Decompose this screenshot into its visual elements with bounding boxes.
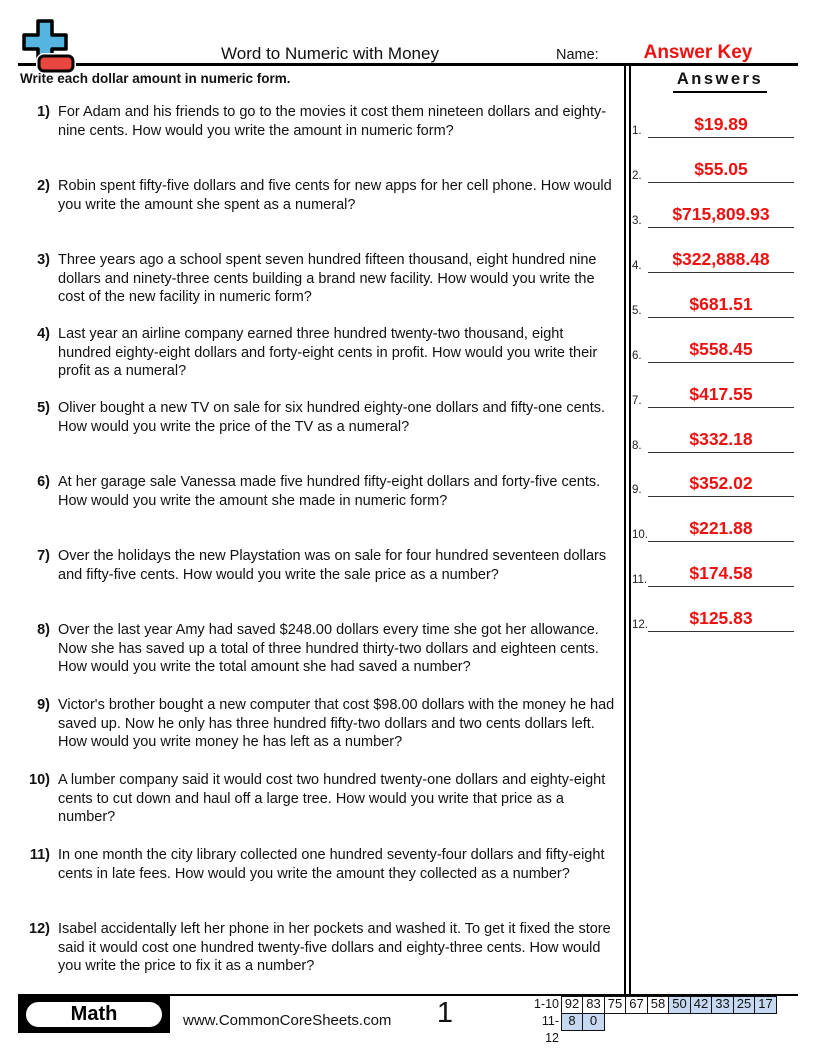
answer-value: $715,809.93 [672, 204, 770, 224]
question-item-2 [20, 177, 620, 214]
answer-item-2 [630, 147, 798, 183]
answer-value: $322,888.48 [672, 249, 770, 269]
question-text: Last year an airline company earned three hundred twenty-two thousand, eight hundred eighty-eight dollars and forty-eight cents in profit. How would you write their profit as a numeral? [58, 326, 598, 379]
answer-value: $174.58 [689, 563, 753, 583]
question-item-5 [20, 399, 620, 436]
name-label: Name: [556, 47, 599, 63]
answer-number: 10. [632, 529, 648, 541]
score-cell: 8 [561, 1013, 584, 1031]
answer-item-8 [630, 417, 798, 453]
answer-value: $125.83 [689, 608, 753, 628]
worksheet-title: Word to Numeric with Money [221, 44, 439, 63]
answer-item-5 [630, 282, 798, 318]
answers-header-wrap [636, 70, 804, 93]
answer-number: 12. [632, 619, 648, 631]
question-text: For Adam and his friends to go to the movies it cost them nineteen dollars and eighty-nine cents. How would you write the amount in numeric form? [58, 104, 607, 139]
commoncoresheets-plus-minus-logo [16, 18, 78, 74]
answer-value: $558.45 [689, 339, 753, 359]
header-rule [18, 63, 798, 66]
answer-blank-line [648, 541, 794, 542]
question-number: 3) [37, 252, 50, 268]
question-text: A lumber company said it would cost two hundred twenty-one dollars and eighty-eight cents to cut down and haul off a large tree. How would you write that price as a number? [58, 772, 606, 825]
score-cell: 0 [582, 1013, 605, 1031]
question-item-4 [20, 325, 620, 381]
question-text: Isabel accidentally left her phone in her pockets and washed it. To get it fixed the store said it would cost one hundred twenty-five dollars and eighty-three cents. How would you write the price to fix it as a number? [58, 921, 611, 974]
answer-number: 7. [632, 395, 642, 407]
answer-item-6 [630, 327, 798, 363]
answer-blank-line [648, 496, 794, 497]
website-url: www.CommonCoreSheets.com [183, 1012, 392, 1029]
answer-blank-line [648, 182, 794, 183]
logo-minus-icon [39, 56, 73, 71]
answer-item-7 [630, 372, 798, 408]
question-text: Victor's brother bought a new computer that cost $98.00 dollars with the money he had saved up. Now he only has three hundred fifty-two dollars and two cents dollars left. How would you write money he has left as a number? [58, 697, 615, 750]
answer-blank-line [648, 362, 794, 363]
answer-number: 4. [632, 260, 642, 272]
answer-number: 6. [632, 350, 642, 362]
question-number: 1) [37, 104, 50, 120]
score-row-label: 11-12 [541, 1013, 559, 1045]
answer-value: $681.51 [689, 294, 753, 314]
question-item-11 [20, 846, 620, 883]
answer-item-1 [630, 102, 798, 138]
answer-key-name-value: Answer Key [643, 42, 753, 63]
answer-item-4 [630, 237, 798, 273]
answer-blank-line [648, 227, 794, 228]
score-cell: 83 [582, 996, 605, 1014]
question-item-1 [20, 103, 620, 140]
answers-header: Answers [673, 70, 767, 93]
answer-value: $221.88 [689, 518, 753, 538]
answer-item-10 [630, 506, 798, 542]
question-text: Over the last year Amy had saved $248.00 dollars every time she got her allowance. Now she has saved up a total of three hundred thirty-two dollars and eighteen cents. How would you write the total amount she had saved a number? [58, 622, 599, 675]
question-item-9 [20, 696, 620, 752]
answer-number: 1. [632, 125, 642, 137]
question-text: Oliver bought a new TV on sale for six hundred eighty-one dollars and fifty-one cents. How would you write the price of the TV as a numeral? [58, 400, 606, 435]
score-cell: 50 [668, 996, 691, 1014]
answer-item-12 [630, 596, 798, 632]
answer-blank-line [648, 317, 794, 318]
answer-number: 3. [632, 215, 642, 227]
answer-value: $352.02 [689, 473, 753, 493]
score-table [528, 996, 777, 1045]
answer-value: $55.05 [694, 159, 748, 179]
answer-item-3 [630, 192, 798, 228]
subject-badge [18, 996, 170, 1033]
page-number: 1 [436, 997, 454, 1029]
question-number: 10) [29, 772, 50, 788]
score-cell: 75 [604, 996, 627, 1014]
score-cell: 58 [647, 996, 670, 1014]
answer-blank-line [648, 407, 794, 408]
question-number: 6) [37, 474, 50, 490]
score-cell: 92 [561, 996, 584, 1014]
answer-blank-line [648, 137, 794, 138]
question-item-7 [20, 547, 620, 584]
answer-number: 2. [632, 170, 642, 182]
answer-blank-line [648, 631, 794, 632]
answer-blank-line [648, 586, 794, 587]
question-number: 9) [37, 697, 50, 713]
question-item-12 [20, 920, 620, 976]
score-cell: 25 [733, 996, 756, 1014]
instruction-text: Write each dollar amount in numeric form. [20, 71, 291, 86]
question-number: 2) [37, 178, 50, 194]
answer-number: 8. [632, 440, 642, 452]
question-number: 11) [29, 847, 50, 863]
question-item-8 [20, 621, 620, 677]
question-item-6 [20, 473, 620, 510]
question-text: Over the holidays the new Playstation was on sale for four hundred seventeen dollars and fifty-five cents. How would you write the sale price as a number? [58, 548, 607, 583]
answer-number: 11. [632, 574, 648, 586]
question-number: 7) [37, 548, 50, 564]
answer-number: 9. [632, 484, 642, 496]
answer-value: $417.55 [689, 384, 753, 404]
question-text: At her garage sale Vanessa made five hundred fifty-eight dollars and forty-five cents. How would you write the amount she made in numeric form? [58, 474, 601, 509]
answer-value: $332.18 [689, 429, 753, 449]
answer-item-11 [630, 551, 798, 587]
subject-label: Math [24, 1000, 164, 1029]
answer-blank-line [648, 452, 794, 453]
question-item-3 [20, 251, 620, 307]
question-text: Robin spent fifty-five dollars and five cents for new apps for her cell phone. How would you write the amount she spent as a numeral? [58, 178, 612, 213]
question-number: 12) [29, 921, 50, 937]
question-number: 5) [37, 400, 50, 416]
score-cell: 33 [711, 996, 734, 1014]
score-cell: 42 [690, 996, 713, 1014]
answer-blank-line [648, 272, 794, 273]
score-cell: 67 [625, 996, 648, 1014]
answer-number: 5. [632, 305, 642, 317]
question-text: Three years ago a school spent seven hundred fifteen thousand, eight hundred nine dollars and ninety-three cents building a brand new facility. How would you write the cost of the new facility in numeric form? [58, 252, 597, 305]
question-text: In one month the city library collected one hundred seventy-four dollars and fifty-eight cents in late fees. How would you write the amount they collected as a number? [58, 847, 605, 882]
question-number: 4) [37, 326, 50, 342]
question-number: 8) [37, 622, 50, 638]
question-item-10 [20, 771, 620, 827]
answer-item-9 [630, 461, 798, 497]
answer-value: $19.89 [694, 114, 748, 134]
score-cell: 17 [754, 996, 777, 1014]
score-row-2 [528, 1012, 777, 1045]
score-row-label: 1-10 [533, 997, 559, 1011]
score-row-1 [528, 996, 777, 1014]
